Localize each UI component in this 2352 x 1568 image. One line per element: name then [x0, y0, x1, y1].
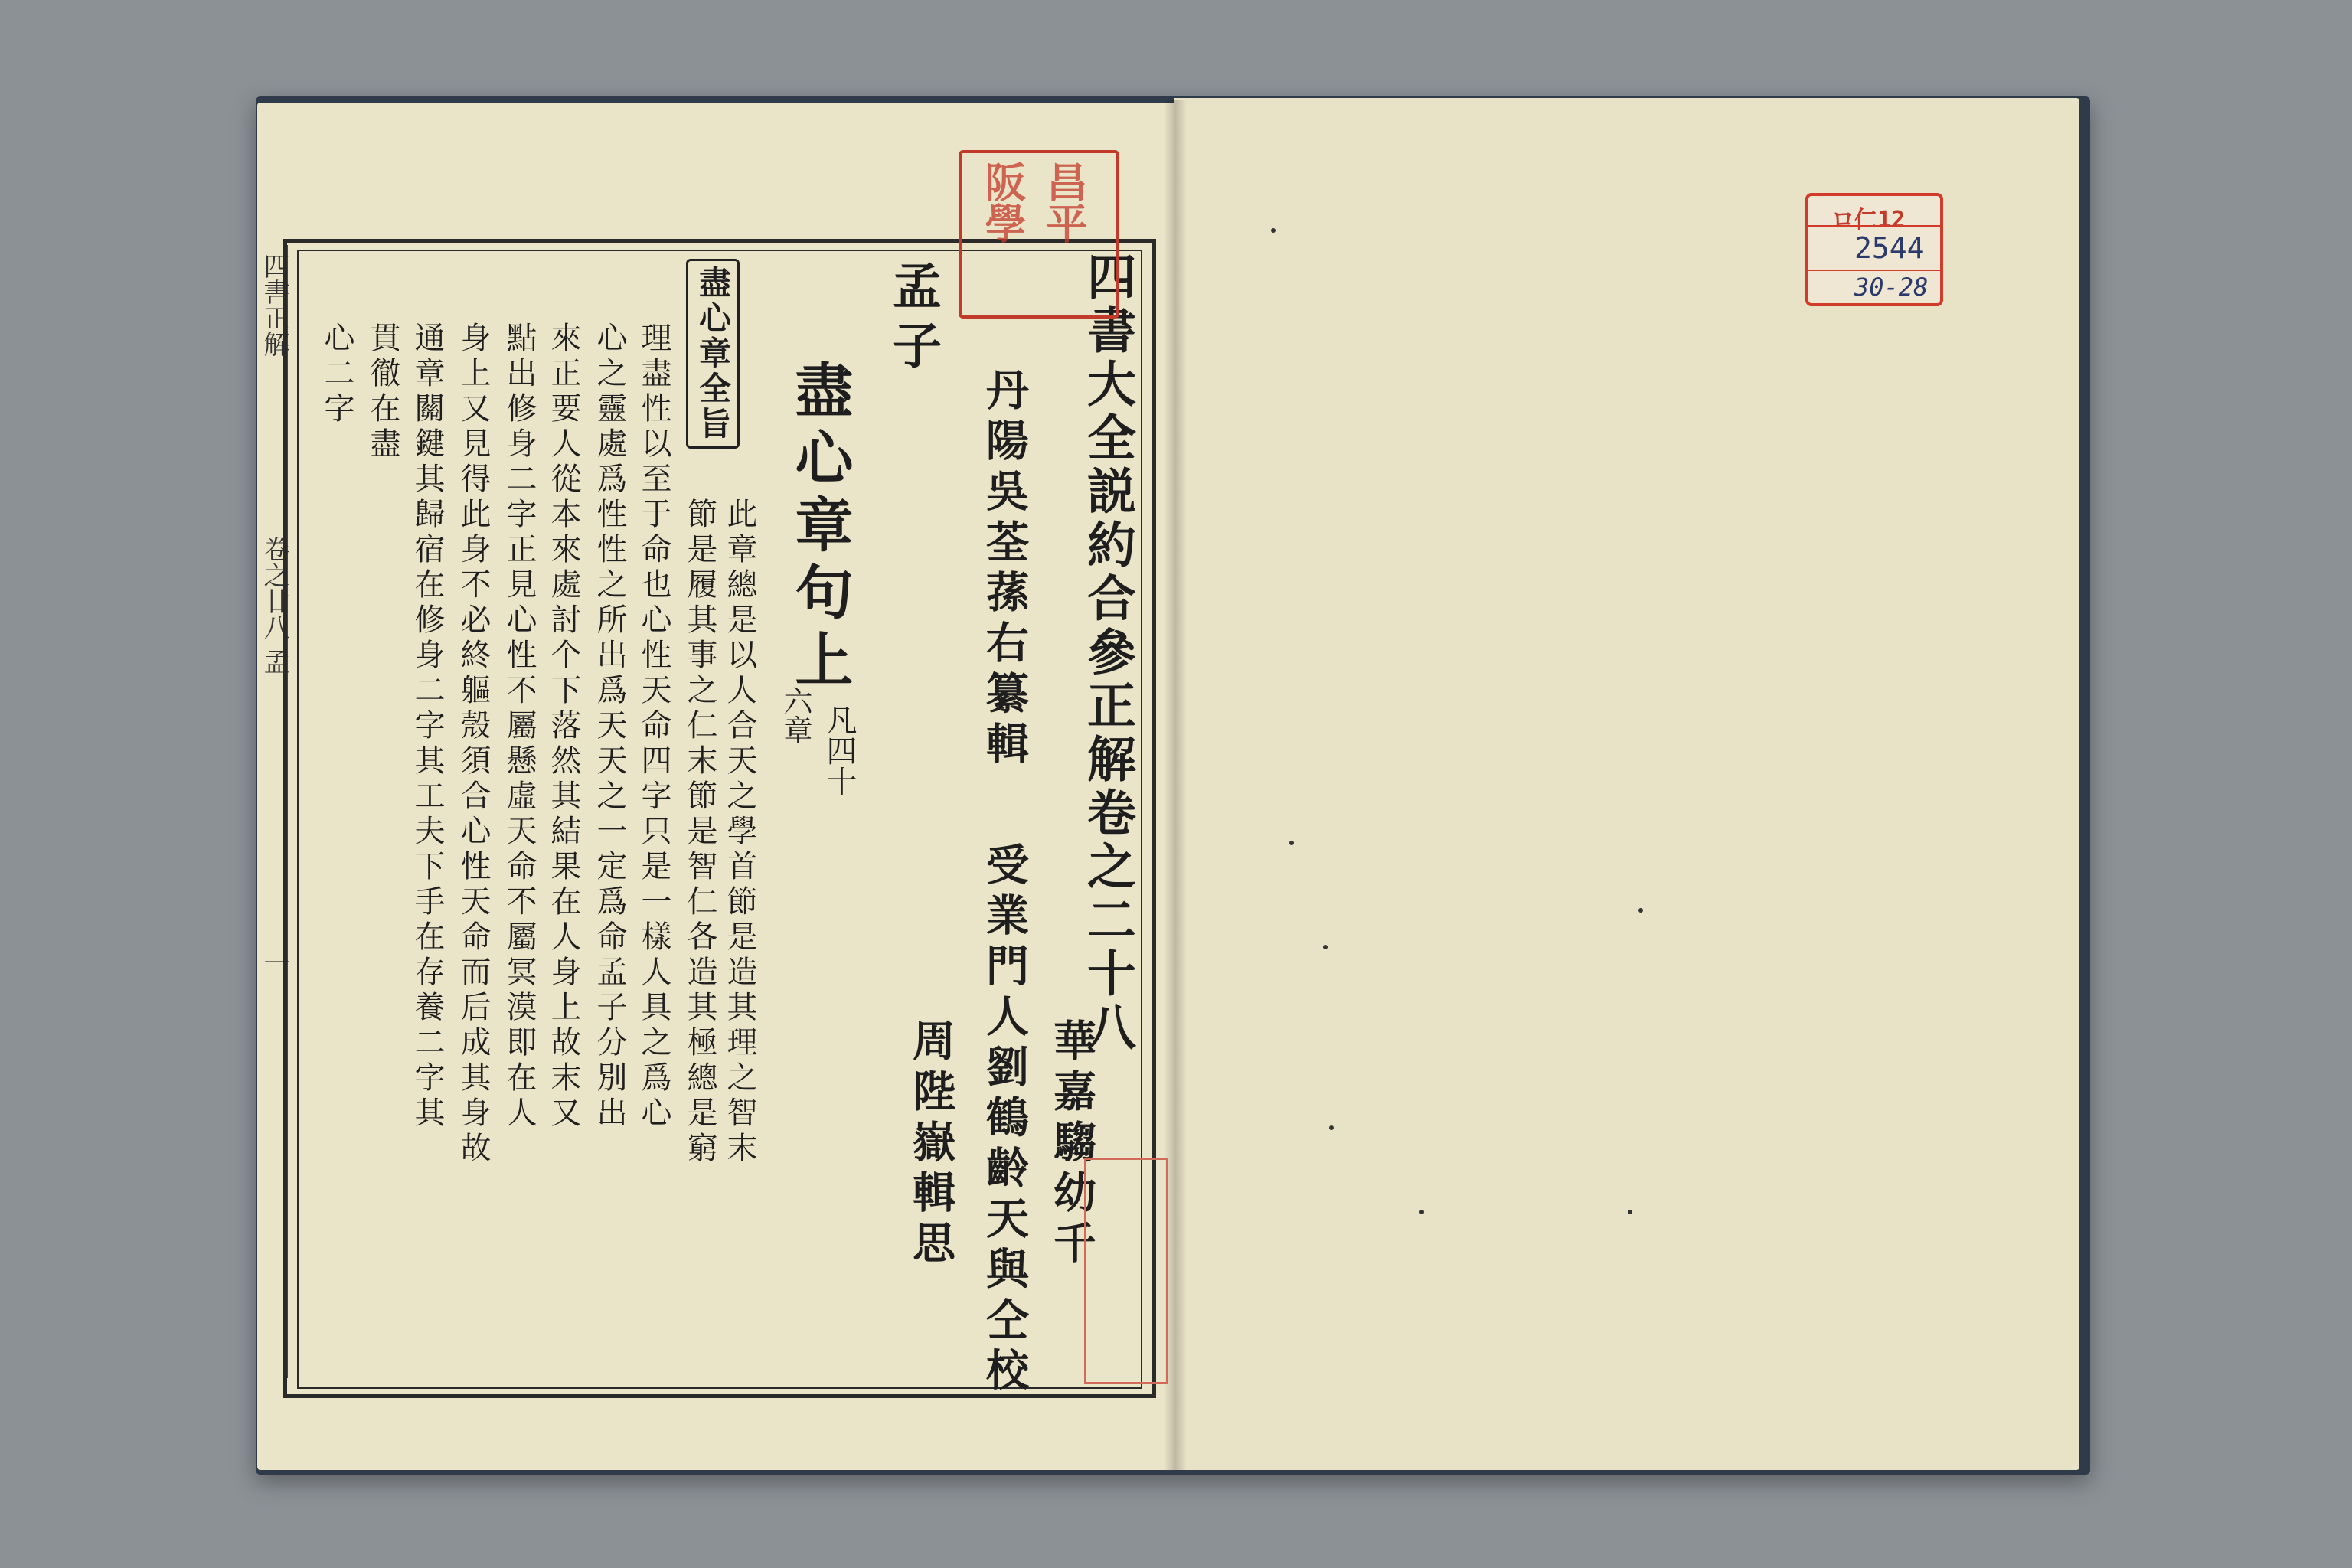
volume-title: 四書大全説約合參正解卷之二十八 [1079, 251, 1136, 1055]
catalog-label-bottom: 30-28 [1854, 273, 1929, 302]
margin-volume: 卷之廿八 孟 [259, 536, 289, 675]
catalog-label [1805, 193, 1943, 306]
catalog-label-number: 2544 [1854, 231, 1925, 265]
label-divider [1808, 270, 1940, 271]
paper-speck [1329, 1125, 1334, 1130]
margin-page-number: 一 [259, 949, 289, 975]
paper-speck [1323, 945, 1328, 949]
editor-line-2: 受業門人劉鶴齡天與仝校 [979, 842, 1030, 1398]
section-label-box: 盡心章全旨 [686, 259, 740, 449]
commentary-column: 貫徹在盡 [365, 322, 400, 462]
right-page [1174, 98, 2079, 1470]
chapter-note-2: 六章 [779, 686, 812, 744]
paper-speck [1638, 908, 1643, 913]
chapter-heading: 盡心章句上 [786, 360, 854, 697]
catalog-label-top: ロ仁12 [1831, 207, 1906, 234]
seal-glyphs-left: 阪學 [978, 161, 1027, 243]
commentary-column: 來正要人從本來處討个下落然其結果在人身上故末又 [546, 322, 581, 1132]
commentary-column: 心之靈處爲性性之所出爲天天之一定爲命孟子分別出 [592, 322, 627, 1132]
commentary-column: 心二字 [319, 322, 354, 427]
donation-stamp [1084, 1158, 1168, 1384]
paper-speck [1289, 841, 1294, 845]
paper-speck [1271, 228, 1276, 233]
commentary-column: 理盡性以至于命也心性天命四字只是一樣人具之爲心 [636, 322, 671, 1132]
label-divider [1808, 225, 1940, 227]
commentary-column: 通章關鍵其歸宿在修身二字其工夫下手在存養二字其 [410, 322, 445, 1132]
editor-line-3b: 周陛嶽輯思 [906, 1018, 956, 1271]
paper-speck [1628, 1210, 1632, 1214]
editor-line-3a: 華嘉騶幼千 [1047, 1018, 1097, 1271]
commentary-column: 點出修身二字正見心性不屬懸虛天命不屬冥漠即在人 [501, 322, 537, 1132]
commentary-column: 此章總是以人合天之學首節是造其理之智末 [722, 498, 757, 1167]
editor-line-1: 丹陽吳荃蓀右纂輯 [979, 368, 1030, 772]
margin-title: 四書正解 [259, 253, 289, 357]
paper-speck [1419, 1210, 1424, 1214]
seal-glyphs-right: 昌平 [1040, 161, 1089, 243]
book-name: 孟子 [884, 260, 942, 380]
chapter-note-1: 凡四十 [822, 704, 857, 796]
commentary-column: 節是履其事之仁末節是智仁各造其極總是窮 [682, 498, 717, 1167]
commentary-column: 身上又見得此身不必終軀殼須合心性天命而后成其身故 [456, 322, 491, 1167]
